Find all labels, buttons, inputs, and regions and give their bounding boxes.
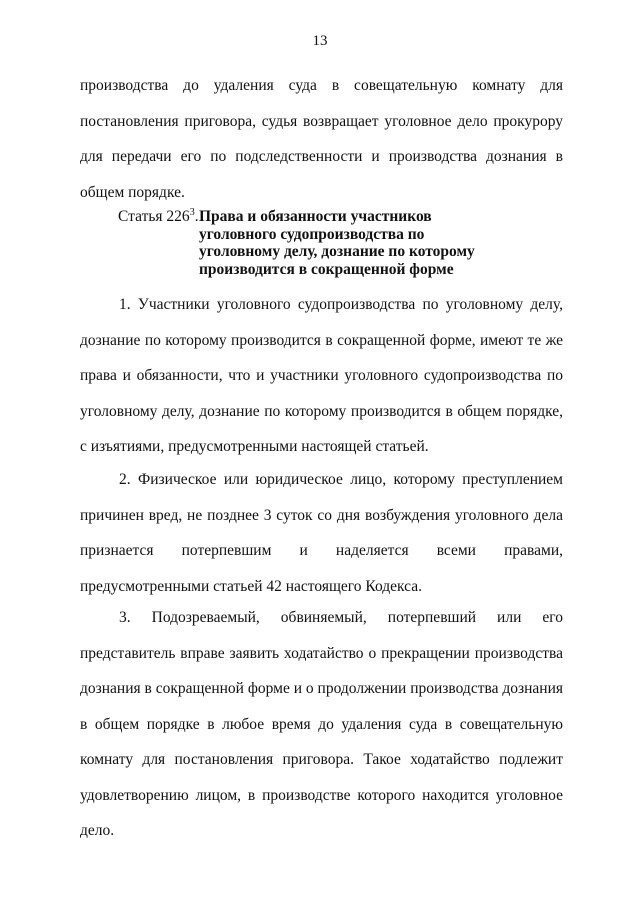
paragraph-3: 3. Подозреваемый, обвиняемый, потерпевший или его представитель вправе заявить ходатайство о прекращении производства дознания в сокращенной форме и о продолжении производства дознания в общем порядке в любое время до удаления суда в совещательную комнату для постановления приговора. Такое ходатайство подлежит удовлетворению лицом, в производстве которого находится уголовное дело.	[80, 609, 563, 839]
paragraph-2: 2. Физическое или юридическое лицо, которому преступлением причинен вред, не позднее 3 суток со дня возбуждения уголовного дела признается потерпевшим и наделяется всеми правами, предусмотренными статьей 42 настоящего Кодекса.	[80, 471, 563, 595]
article-title: Права и обязанности участников уголовного судопроизводства по уголовному делу, дознание по которому производится в сокращенной форме	[199, 208, 475, 278]
article-label-dot: .	[194, 208, 199, 225]
paragraph-1: 1. Участники уголовного судопроизводства по уголовному делу, дознание по которому производится в сокращенной форме, имеют те же права и обязанности, что и участники уголовного судопроизводства по уголовному делу, дознание по которому производится в общем порядке, с изъятиями, предусмотренными настоящей статьей.	[80, 296, 563, 455]
page-number: 13	[312, 33, 328, 49]
article-label-text: Статья 226	[118, 208, 190, 225]
continuation-paragraph: производства до удаления суда в совещательную комнату для постановления приговора, судья возвращает уголовное дело прокурору для передачи его по подследственности и производства дознания в общем порядке.	[80, 77, 563, 201]
article-label	[118, 208, 199, 226]
article-label-superscript: 3	[189, 206, 195, 218]
